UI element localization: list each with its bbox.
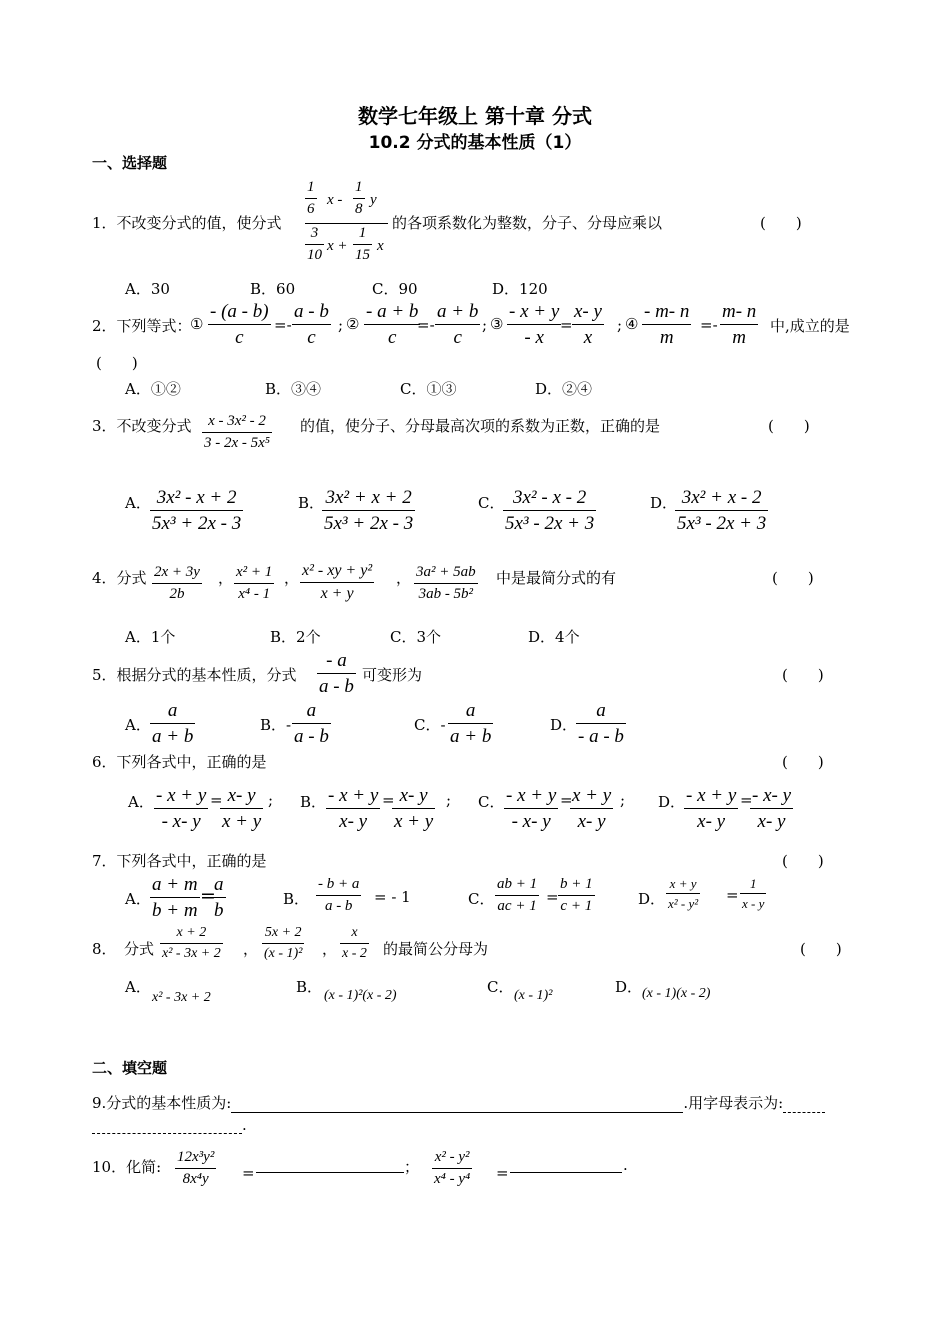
q5-fraction: - a a - b (319, 650, 354, 697)
q3-stem: 3．不改变分式 (92, 417, 192, 435)
q10-separator: ； (404, 1158, 420, 1176)
q6-option-c-label: C． (478, 793, 505, 811)
q8-fraction-3: x x - 2 (342, 925, 367, 961)
q2-eq2-sign: =- (417, 316, 435, 334)
page-subtitle: 10.2 分式的基本性质（1） (368, 133, 582, 153)
q6-option-b-equals: = (382, 791, 395, 809)
q6-option-c-equals: = (560, 791, 573, 809)
q2-eq4-sign: =- (700, 316, 718, 334)
q1-option-a: A．30 (125, 280, 170, 298)
q3-option-c-label: C． (478, 494, 505, 512)
q7-option-d-left: x + y x² - y² (668, 876, 699, 911)
q10-stem: 10．化简: (92, 1158, 162, 1176)
q2-eq4-right: m- n m (722, 301, 757, 348)
q6-stem: 6．下列各式中，正确的是 (92, 753, 267, 771)
q9-stem-text: 9.分式的基本性质为: (92, 1094, 232, 1112)
q1-num-y: y (370, 192, 377, 208)
q3-stem-tail: 的值，使分子、分母最高次项的系数为正数，正确的是 (300, 417, 661, 435)
q6-option-b-right: x- y x + y (394, 785, 434, 832)
q4-stem-tail: 中是最简分式的有 (496, 569, 617, 587)
q4-fraction-1: 2x + 3y 2b (154, 564, 200, 602)
q4-option-c: C．3个 (390, 628, 442, 646)
q7-option-d-label: D． (638, 890, 666, 908)
q5-option-a: a a + b (152, 700, 194, 747)
q2-eq3-sign: = (560, 316, 573, 334)
q9-line-2 (92, 1116, 247, 1134)
q10-equals-1: = (242, 1164, 255, 1182)
q1-frac-1-6: 1 6 (307, 179, 315, 217)
q4-comma-3: ， (396, 569, 412, 587)
q8-option-c-value: (x - 1)² (514, 988, 553, 1003)
q6-option-d-left: - x + y x- y (686, 785, 737, 832)
q6-option-a-right: x- y x + y (222, 785, 262, 832)
q7-option-b-equals: = - 1 (374, 888, 411, 906)
q2-eq1-left: - (a - b) c (210, 301, 269, 348)
q8-option-c-label: C． (487, 978, 514, 996)
q2-option-d: D．②④ (535, 380, 593, 398)
q1-frac-1-8: 1 8 (355, 179, 363, 217)
q9-stem-mid: .用字母表示为: (683, 1094, 784, 1112)
q9-blank-formula-start[interactable] (783, 1096, 825, 1113)
q4-answer-paren: ( ) (772, 569, 814, 587)
q5-option-c: a a + b (450, 700, 492, 747)
section-choice-heading: 一、选择题 (92, 154, 168, 172)
q7-option-a-equals: = (200, 885, 216, 907)
section-fill-heading: 二、填空题 (92, 1059, 168, 1077)
q4-option-a: A．1个 (125, 628, 176, 646)
q1-option-b: B．60 (250, 280, 296, 298)
q6-option-c-right: x + y x- y (572, 785, 612, 832)
q3-option-a-label: A． (125, 494, 151, 512)
q8-option-d-label: D． (615, 978, 643, 996)
q7-option-c-equals: = (546, 888, 559, 906)
q3-fraction: x - 3x² - 2 3 - 2x - 5x⁵ (204, 413, 271, 451)
q6-option-d-equals: = (740, 791, 753, 809)
q7-option-c-label: C． (468, 890, 495, 908)
q2-sep-1: ; (338, 316, 344, 334)
q2-stem-tail: 中,成立的是 (770, 317, 850, 335)
q1-stem: 1．不改变分式的值，使分式 (92, 214, 282, 232)
q5-option-c-label: C．- (414, 716, 446, 734)
q8-option-a-label: A． (125, 978, 151, 996)
q2-option-c: C．①③ (400, 380, 457, 398)
q3-option-c: 3x² - x - 2 5x³ - 2x + 3 (505, 487, 595, 534)
q6-option-c-left: - x + y - x- y (506, 785, 557, 832)
q5-option-a-label: A． (125, 716, 151, 734)
q2-eq1-right: a - b c (294, 301, 329, 348)
q8-fraction-2: 5x + 2 (x - 1)² (264, 925, 303, 961)
q2-sep-3: ; (617, 316, 623, 334)
q5-option-b: a a - b (294, 700, 329, 747)
q5-option-b-label: B．- (260, 716, 292, 734)
q3-option-d-label: D． (650, 494, 678, 512)
q7-answer-paren: ( ) (782, 852, 824, 870)
q6-option-c-sep: ; (620, 791, 626, 809)
q1-option-c: C．90 (372, 280, 418, 298)
q2-eq3-right: x- y x (574, 301, 602, 348)
q2-mark-4: ④ (625, 315, 639, 333)
q8-fraction-1: x + 2 x² - 3x + 2 (162, 925, 221, 961)
q1-num-x: x - (327, 192, 343, 208)
q6-option-b-left: - x + y x- y (328, 785, 379, 832)
q2-answer-paren: ( ) (96, 354, 138, 372)
q9-end-mark: . (242, 1116, 247, 1134)
q3-option-d: 3x² + x - 2 5x³ - 2x + 3 (677, 487, 767, 534)
q8-stem-tail: 的最简公分母为 (383, 940, 489, 958)
q2-eq2-right: a + b c (437, 301, 479, 348)
q10-equals-2: = (496, 1164, 509, 1182)
q4-comma-2: ， (284, 569, 300, 587)
q6-answer-paren: ( ) (782, 753, 824, 771)
q1-option-d: D．120 (492, 280, 548, 298)
q9-blank-formula-end[interactable] (92, 1117, 242, 1134)
q6-option-d-label: D． (658, 793, 686, 811)
q8-option-d-value: (x - 1)(x - 2) (642, 986, 711, 1001)
q6-option-b-sep: ; (446, 791, 452, 809)
q6-option-a-left: - x + y - x- y (156, 785, 207, 832)
q7-option-b-left: - b + a a - b (318, 876, 360, 914)
q7-option-d-equals: = (726, 886, 739, 904)
q8-stem: 8． 分式 (92, 940, 155, 958)
q4-stem: 4．分式 (92, 569, 147, 587)
q8-option-b-label: B． (296, 978, 323, 996)
q10-blank-1[interactable] (256, 1156, 404, 1173)
q6-option-a-equals: = (210, 791, 223, 809)
q2-stem: 2．下列等式： (92, 317, 192, 335)
q2-eq3-left: - x + y - x (509, 301, 560, 348)
q5-stem-tail: 可变形为 (362, 666, 423, 684)
q3-option-a: 3x² - x + 2 5x³ + 2x - 3 (152, 487, 242, 534)
q10-fraction-1: 12x³y² 8x⁴y (177, 1149, 215, 1187)
q7-option-a-right: a b (214, 874, 224, 921)
q2-eq1-sign: =- (274, 316, 292, 334)
q4-option-b: B．2个 (270, 628, 321, 646)
q7-option-b-label: B． (283, 890, 310, 908)
q2-eq2-left: - a + b c (366, 301, 419, 348)
q4-comma-1: ， (218, 569, 234, 587)
q1-main-bar (305, 223, 388, 224)
q1-stem-tail: 的各项系数化为整数，分子、分母应乘以 (392, 214, 663, 232)
q6-option-d-right: - x- y x- y (752, 785, 792, 832)
q5-option-d: a - a - b (578, 700, 624, 747)
q1-answer-paren: ( ) (760, 214, 802, 232)
q10-blank-2[interactable] (510, 1156, 622, 1173)
q4-fraction-4: 3a² + 5ab 3ab - 5b² (416, 564, 476, 602)
q2-mark-3: ③ (490, 315, 504, 333)
q8-option-a-value: x² - 3x + 2 (152, 990, 211, 1005)
q6-option-a-sep: ; (268, 791, 274, 809)
q8-comma-2: ， (322, 940, 338, 958)
q2-mark-2: ② (346, 315, 360, 333)
q2-sep-2: ; (482, 316, 488, 334)
q3-option-b: 3x² + x + 2 5x³ + 2x - 3 (324, 487, 414, 534)
q2-eq4-left: - m- n m (644, 301, 690, 348)
q6-option-a-label: A． (128, 793, 154, 811)
q3-answer-paren: ( ) (768, 417, 810, 435)
q5-stem: 5．根据分式的基本性质，分式 (92, 666, 297, 684)
q9-stem (92, 1092, 825, 1113)
q7-option-c-right: b + 1 c + 1 (560, 876, 593, 914)
q7-option-c-left: ab + 1 ac + 1 (497, 876, 538, 914)
q2-mark-1: ① (190, 315, 204, 333)
page-title: 数学七年级上 第十章 分式 (358, 104, 592, 128)
q4-option-d: D．4个 (528, 628, 580, 646)
q7-option-d-right: 1 x - y (742, 876, 765, 911)
q5-answer-paren: ( ) (782, 666, 824, 684)
q4-fraction-3: x² - xy + y² x + y (302, 562, 373, 602)
q6-option-b-label: B． (300, 793, 327, 811)
q3-option-b-label: B． (298, 494, 325, 512)
q1-frac-3-10: 3 10 (307, 225, 322, 263)
q5-option-d-label: D． (550, 716, 578, 734)
q9-blank-property[interactable] (231, 1096, 683, 1113)
q1-den-y: x (377, 238, 384, 254)
q1-den-x: x + (327, 238, 348, 254)
q7-stem: 7．下列各式中，正确的是 (92, 852, 267, 870)
q7-option-a-left: a + m b + m (152, 874, 198, 921)
q2-option-b: B．③④ (265, 380, 322, 398)
q2-option-a: A．①② (125, 380, 181, 398)
q1-frac-1-15: 1 15 (355, 225, 370, 263)
q8-answer-paren: ( ) (800, 940, 842, 958)
q8-comma-1: ， (243, 940, 259, 958)
q8-option-b-value: (x - 1)²(x - 2) (324, 988, 397, 1003)
q10-end-mark: . (623, 1156, 628, 1174)
q4-fraction-2: x² + 1 x⁴ - 1 (236, 564, 273, 602)
q7-option-a-label: A． (125, 890, 151, 908)
q10-fraction-2: x² - y² x⁴ - y⁴ (434, 1149, 471, 1187)
